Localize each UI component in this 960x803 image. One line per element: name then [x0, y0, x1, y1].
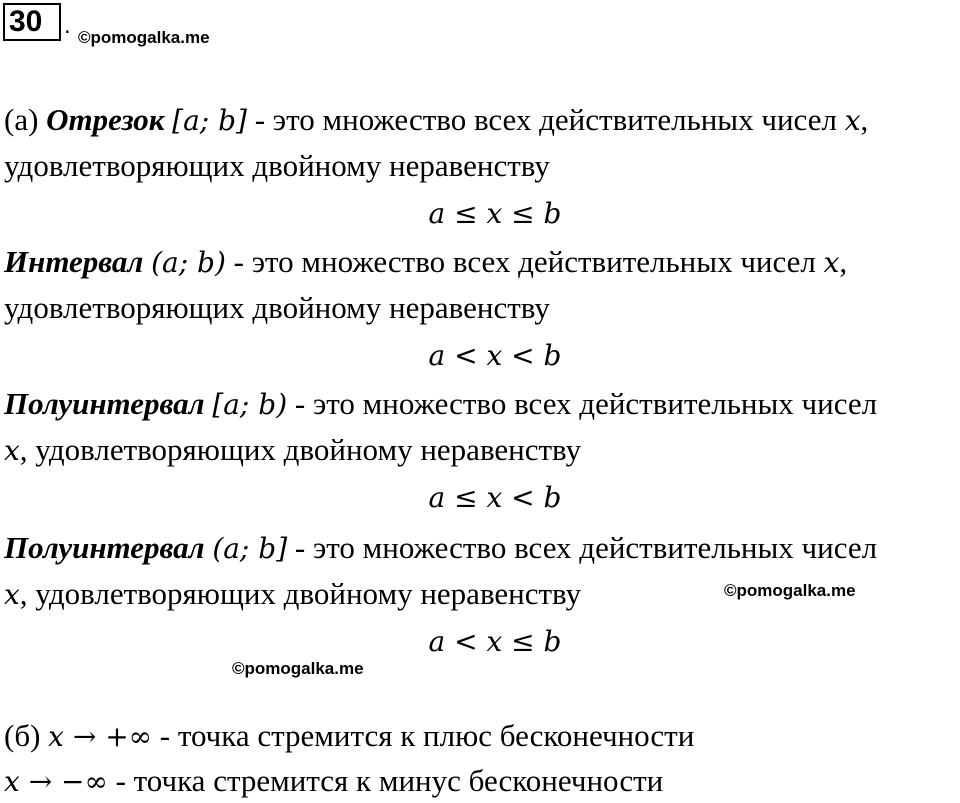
interval-inequality-expr: a < x < b [428, 339, 562, 372]
interval-inequality [0, 336, 960, 375]
half-interval-2-line-1 [4, 529, 877, 568]
half-interval-2-term: Полуинтервал [4, 530, 205, 565]
minus-infinity-text: - точка стремится к минус бесконечности [107, 763, 664, 798]
half-interval-2-var-x: x [4, 578, 20, 611]
half-interval-2-line-2 [4, 575, 581, 614]
part-a-label: (а) [4, 102, 39, 137]
half-interval-2-def-text-2: , удовлетворяющих двойному неравенству [19, 576, 582, 611]
interval-var-x: x [823, 246, 840, 279]
segment-inequality [0, 194, 960, 233]
part-b-label: (б) [4, 718, 49, 753]
segment-var-x: x [844, 104, 861, 137]
half-interval-2-notation: (a; b] [212, 532, 288, 565]
segment-def-text: - это множество всех действительных чисел [246, 102, 845, 137]
watermark-top: ©pomogalka.me [78, 28, 210, 47]
half-interval-1-line-2 [4, 431, 581, 470]
segment-notation: [a; b] [172, 104, 247, 137]
plus-infinity-expr: x → +∞ [48, 720, 153, 753]
interval-definition-line-1 [4, 243, 847, 282]
watermark-lower: ©pomogalka.me [232, 659, 364, 678]
half-interval-1-notation: [a; b) [212, 388, 288, 421]
segment-inequality-expr: a ≤ x ≤ b [428, 197, 562, 230]
problem-number-dot: . [64, 12, 71, 39]
half-interval-1-term: Полуинтервал [4, 386, 205, 421]
plus-infinity-line [4, 717, 694, 756]
segment-comma: , [860, 102, 869, 137]
problem-number-text: 30 [9, 5, 43, 38]
segment-term: Отрезок [46, 102, 165, 137]
interval-definition-line-2: удовлетворяющих двойному неравенству [4, 290, 550, 325]
half-interval-1-def-text: - это множество всех действительных чисел [287, 386, 878, 421]
interval-comma: , [839, 244, 848, 279]
interval-notation: (a; b) [151, 246, 226, 279]
plus-infinity-text: - точка стремится к плюс бесконечности [152, 718, 695, 753]
segment-definition-line-1 [4, 101, 868, 140]
half-interval-2-inequality [0, 622, 960, 661]
half-interval-1-inequality-expr: a ≤ x < b [428, 481, 562, 514]
interval-def-text: - это множество всех действительных чисел [225, 244, 824, 279]
minus-infinity-line [4, 762, 663, 801]
half-interval-1-var-x: x [4, 434, 20, 467]
half-interval-1-inequality [0, 478, 960, 517]
watermark-middle: ©pomogalka.me [724, 581, 856, 600]
half-interval-2-inequality-expr: a < x ≤ b [428, 625, 562, 658]
half-interval-1-def-text-2: , удовлетворяющих двойному неравенству [19, 432, 582, 467]
half-interval-2-def-text: - это множество всех действительных чисел [287, 530, 878, 565]
problem-number [3, 3, 61, 41]
minus-infinity-expr: x → −∞ [4, 765, 108, 798]
segment-definition-line-2: удовлетворяющих двойному неравенству [4, 148, 550, 183]
half-interval-1-line-1 [4, 385, 877, 424]
interval-term: Интервал [4, 244, 144, 279]
